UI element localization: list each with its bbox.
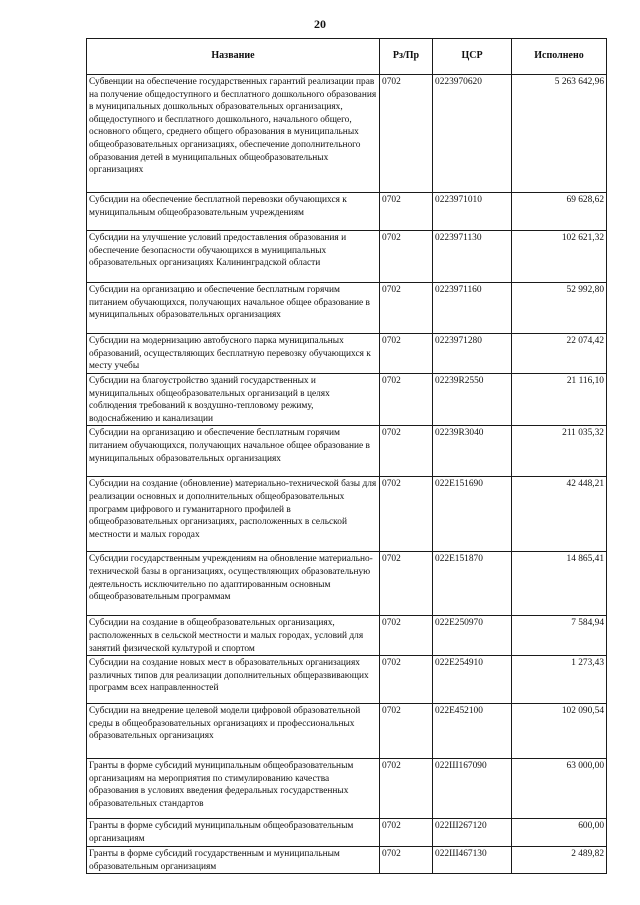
row-name: Субсидии на улучшение условий предоставления образования и обеспечение безопасности обучающихся в муниципальных образовательных организациях Калининградской области [87, 231, 380, 283]
row-csr: 022E151690 [433, 477, 512, 552]
row-rz-pr: 0702 [380, 193, 433, 231]
header-executed: Исполнено [512, 39, 607, 75]
table-header-row [87, 39, 607, 75]
row-name: Субсидии на организацию и обеспечение бесплатным горячим питанием обучающихся, получающих начальное общее образование в муниципальных образовательных организациях [87, 426, 380, 477]
row-executed: 5 263 642,96 [512, 75, 607, 193]
row-rz-pr: 0702 [380, 704, 433, 759]
table-row [87, 847, 607, 874]
row-executed: 52 992,80 [512, 283, 607, 334]
row-executed: 102 621,32 [512, 231, 607, 283]
row-csr: 0223971130 [433, 231, 512, 283]
page-number: 20 [314, 17, 326, 31]
row-name: Субсидии на организацию и обеспечение бесплатным горячим питанием обучающихся, получающих начальное общее образование в муниципальных образовательных организациях [87, 283, 380, 334]
row-executed: 22 074,42 [512, 334, 607, 374]
row-rz-pr: 0702 [380, 656, 433, 704]
table-row [87, 759, 607, 819]
row-executed: 1 273,43 [512, 656, 607, 704]
row-executed: 102 090,54 [512, 704, 607, 759]
row-rz-pr: 0702 [380, 847, 433, 874]
table-row [87, 75, 607, 193]
row-name: Субсидии на обеспечение бесплатной перевозки обучающихся к муниципальным общеобразовательным учреждениям [87, 193, 380, 231]
row-executed: 7 584,94 [512, 616, 607, 656]
row-rz-pr: 0702 [380, 819, 433, 847]
row-rz-pr: 0702 [380, 426, 433, 477]
row-csr: 022Ш167090 [433, 759, 512, 819]
header-name: Название [87, 39, 380, 75]
row-rz-pr: 0702 [380, 231, 433, 283]
row-csr: 02239R2550 [433, 374, 512, 426]
row-csr: 022Ш267120 [433, 819, 512, 847]
table-row [87, 374, 607, 426]
row-name: Субсидии на благоустройство зданий государственных и муниципальных общеобразовательных организаций в целях соблюдения требований к воздушно-тепловому режиму, водоснабжению и канализации [87, 374, 380, 426]
row-rz-pr: 0702 [380, 477, 433, 552]
row-name: Гранты в форме субсидий муниципальным общеобразовательным организациям [87, 819, 380, 847]
row-rz-pr: 0702 [380, 283, 433, 334]
row-name: Субсидии на внедрение целевой модели цифровой образовательной среды в общеобразовательных организациях и профессиональных образовательных организациях [87, 704, 380, 759]
row-name: Субсидии на модернизацию автобусного парка муниципальных образований, осуществляющих бесплатную перевозку обучающихся к месту учебы [87, 334, 380, 374]
row-csr: 0223971160 [433, 283, 512, 334]
row-rz-pr: 0702 [380, 374, 433, 426]
row-csr: 0223970620 [433, 75, 512, 193]
table-row [87, 334, 607, 374]
row-rz-pr: 0702 [380, 759, 433, 819]
row-executed: 63 000,00 [512, 759, 607, 819]
table-row [87, 704, 607, 759]
table-row [87, 231, 607, 283]
table-row [87, 193, 607, 231]
row-rz-pr: 0702 [380, 616, 433, 656]
row-csr: 022E254910 [433, 656, 512, 704]
row-executed: 2 489,82 [512, 847, 607, 874]
table-row [87, 552, 607, 616]
row-rz-pr: 0702 [380, 334, 433, 374]
row-csr: 022E151870 [433, 552, 512, 616]
row-csr: 02239R3040 [433, 426, 512, 477]
table-row [87, 426, 607, 477]
table-row [87, 477, 607, 552]
row-rz-pr: 0702 [380, 75, 433, 193]
row-name: Субвенции на обеспечение государственных гарантий реализации прав на получение общедоступного и бесплатного дошкольного образования в муниципальных дошкольных образовательных организациях, общедоступного и бесплатного дошкольного, начального общего, основного общего, среднего общего образования в муниципальных общеобразовательных организациях, обеспечение дополнительного образования детей в муниципальных общеобразовательных организациях [87, 75, 380, 193]
row-name: Субсидии на создание новых мест в образовательных организациях различных типов для реализации дополнительных общеразвивающих программ всех направленностей [87, 656, 380, 704]
row-executed: 69 628,62 [512, 193, 607, 231]
row-csr: 022E250970 [433, 616, 512, 656]
row-executed: 600,00 [512, 819, 607, 847]
row-name: Гранты в форме субсидий муниципальным общеобразовательным организациям на мероприятия по стимулированию качества образования в условиях введения федеральных государственных образовательных стандартов [87, 759, 380, 819]
row-name: Субсидии государственным учреждениям на обновление материально-технической базы в организациях, осуществляющих образовательную деятельность исключительно по адаптированным основным общеобразовательным программам [87, 552, 380, 616]
table-row [87, 819, 607, 847]
row-executed: 211 035,32 [512, 426, 607, 477]
table-row [87, 283, 607, 334]
table-body [87, 75, 607, 874]
row-executed: 42 448,21 [512, 477, 607, 552]
row-name: Субсидии на создание (обновление) материально-технической базы для реализации основных и дополнительных общеобразовательных программ цифрового и гуманитарного профилей в общеобразовательных организациях, расположенных в сельской местности и малых городах [87, 477, 380, 552]
header-csr: ЦСР [433, 39, 512, 75]
row-csr: 022E452100 [433, 704, 512, 759]
table-row [87, 656, 607, 704]
row-csr: 0223971280 [433, 334, 512, 374]
row-csr: 022Ш467130 [433, 847, 512, 874]
table-row [87, 616, 607, 656]
row-executed: 14 865,41 [512, 552, 607, 616]
row-executed: 21 116,10 [512, 374, 607, 426]
expenditure-table [86, 38, 607, 874]
row-name: Гранты в форме субсидий государственным и муниципальным образовательным организациям [87, 847, 380, 874]
row-name: Субсидии на создание в общеобразовательных организациях, расположенных в сельской местности и малых городах, условий для занятий физической культурой и спортом [87, 616, 380, 656]
row-csr: 0223971010 [433, 193, 512, 231]
row-rz-pr: 0702 [380, 552, 433, 616]
header-rz-pr: Рз/Пр [380, 39, 433, 75]
